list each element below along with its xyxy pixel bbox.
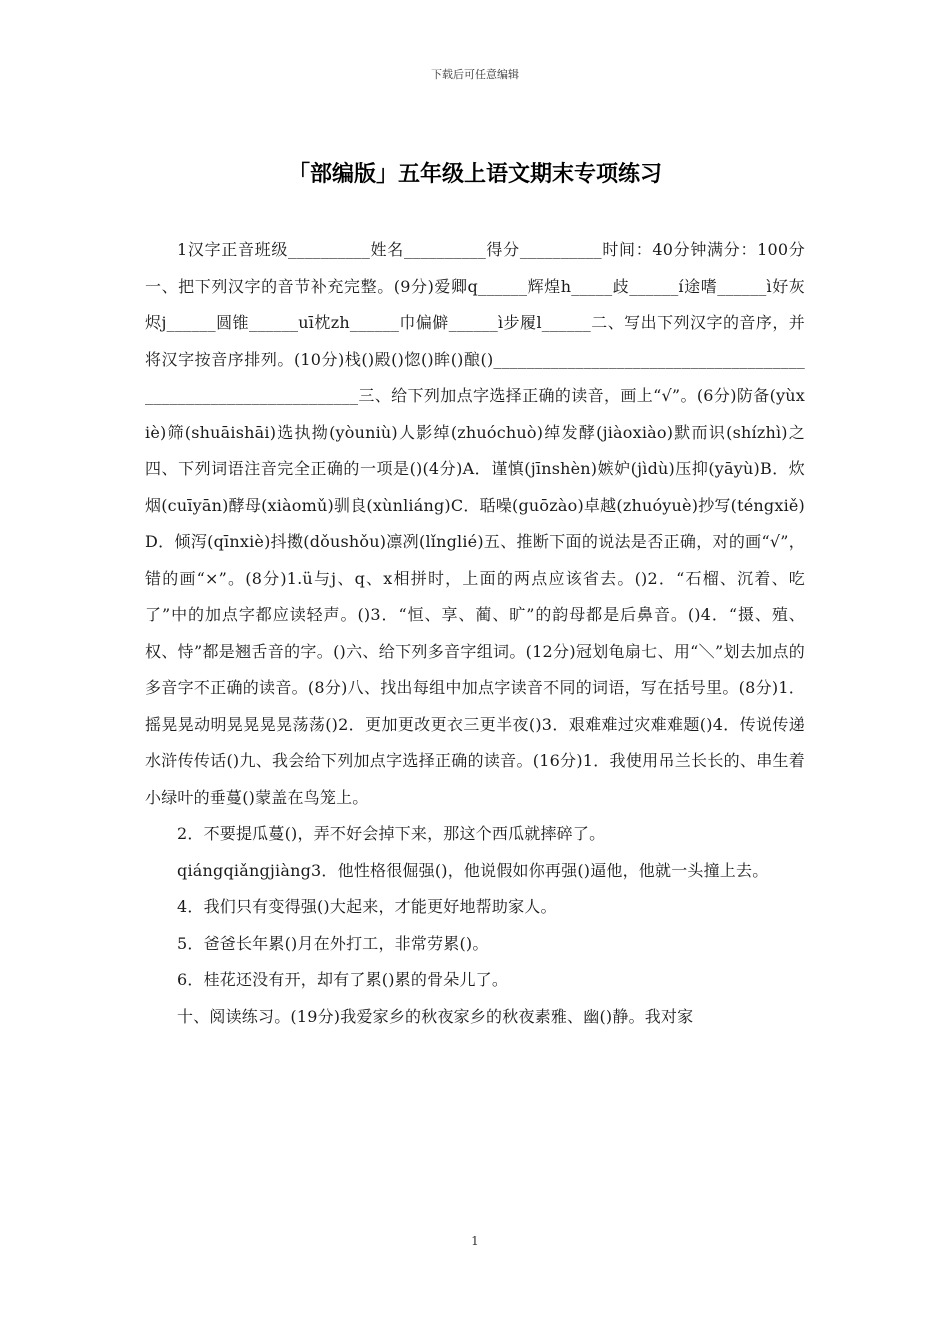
document-body	[145, 232, 805, 1035]
page-number: 1	[471, 1234, 479, 1248]
document-title: 「部编版」五年级上语文期末专项练习	[287, 161, 662, 187]
paragraph: 1汉字正音班级__________姓名__________得分__________时间：40分钟满分：100分一、把下列汉字的音节补充完整。(9分)爱卿q______辉煌h_____歧______í途嗜______ì好灰烬j______圆锥______uī枕zh______巾偏僻______ì步履l______二、写出下列汉字的音序，并将汉字按音序排列。(10分)栈()殿()惚()眸()酿()________________________________________________________________三、给下列加点字选择正确的读音，画上“√”。(6分)防备(yùxiè)筛(shuāishāi)选执拗(yòuniù)人影绰(zhuóchuò)绰发酵(jiàoxiào)默而识(shízhì)之四、下列词语注音完全正确的一项是()(4分)A．谨慎(jīnshèn)嫉妒(jìdù)压抑(yāyù)B．炊烟(cuīyān)酵母(xiàomǔ)驯良(xùnliáng)C．聒噪(guōzào)卓越(zhuóyuè)抄写(téngxiě)D．倾泻(qīnxiè)抖擞(dǒushǒu)凛冽(lǐnglié)五、推断下面的说法是否正确，对的画“√”，错的画“×”。(8分)1.ü与j、q、x相拼时，上面的两点应该省去。()2．“石榴、沉着、吃了”中的加点字都应读轻声。()3．“恒、享、蔺、旷”的韵母都是后鼻音。()4．“摄、殖、权、恃”都是翘舌音的字。()六、给下列多音字组词。(12分)冠划龟扇七、用“＼”划去加点的多音字不正确的读音。(8分)八、找出每组中加点字读音不同的词语，写在括号里。(8分)1．摇晃晃动明晃晃晃晃荡荡()2．更加更改更衣三更半夜()3．艰难难过灾难难题()4．传说传递水浒传传话()九、我会给下列加点字选择正确的读音。(16分)1．我使用吊兰长长的、串生着小绿叶的垂蔓()蒙盖在鸟笼上。	[145, 240, 805, 807]
header-note: 下载后可任意编辑	[431, 68, 519, 81]
paragraph: qiángqiǎngjiàng3．他性格很倔强()，他说假如你再强()逼他，他就一头撞上去。	[177, 860, 769, 880]
paragraph: 2．不要提瓜蔓()，弄不好会掉下来，那这个西瓜就摔碎了。	[177, 824, 606, 843]
paragraph: 6．桂花还没有开，却有了累()累的骨朵儿了。	[177, 970, 509, 989]
paragraph: 十、阅读练习。(19分)我爱家乡的秋夜家乡的秋夜素雅、幽()静。我对家	[177, 1006, 694, 1026]
paragraph: 4．我们只有变得强()大起来，才能更好地帮助家人。	[177, 897, 557, 916]
paragraph: 5．爸爸长年累()月在外打工，非常劳累()。	[177, 933, 489, 953]
